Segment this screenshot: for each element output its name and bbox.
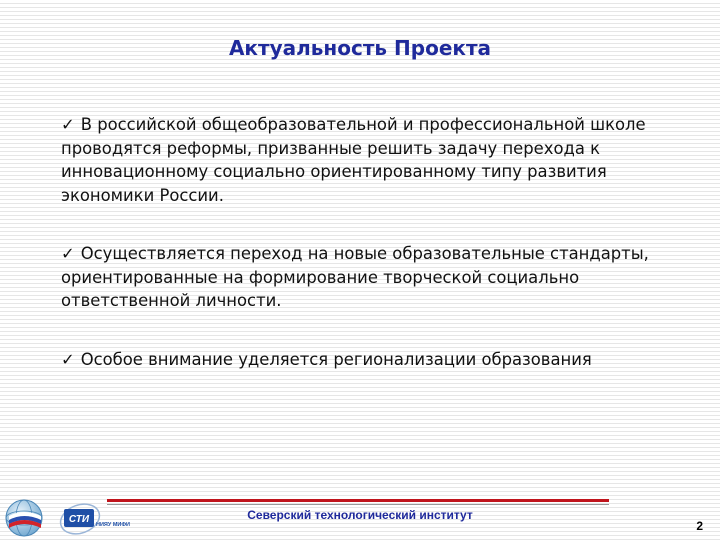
bullet-text: Осуществляется переход на новые образовательные стандарты, ориентированные на формирование творческой социально ответственной личности. — [61, 244, 649, 310]
slide-title: Актуальность Проекта — [228, 36, 492, 60]
footer-institute-name: Северский технологический институт — [247, 508, 473, 522]
bullet-item — [61, 113, 661, 207]
bullet-text: Особое внимание уделяется регионализации образования — [80, 349, 592, 369]
footer-divider-gray — [107, 504, 609, 505]
checkmark-icon: ✓ — [61, 244, 75, 263]
page-number: 2 — [696, 519, 703, 533]
bullet-list — [61, 113, 661, 406]
bullet-item — [61, 348, 661, 372]
checkmark-icon: ✓ — [61, 349, 75, 369]
logo-text: СТИ — [68, 514, 90, 525]
bullet-item — [61, 242, 661, 313]
checkmark-icon: ✓ — [61, 115, 75, 134]
footer-divider-red — [107, 499, 609, 502]
logo-subtext: НИЯУ МИФИ — [96, 522, 131, 528]
bullet-text: В российской общеобразовательной и профессиональной школе проводятся реформы, призванные решить задачу перехода к инновационному социально ориентированному типу развития экономики России. — [61, 115, 646, 205]
